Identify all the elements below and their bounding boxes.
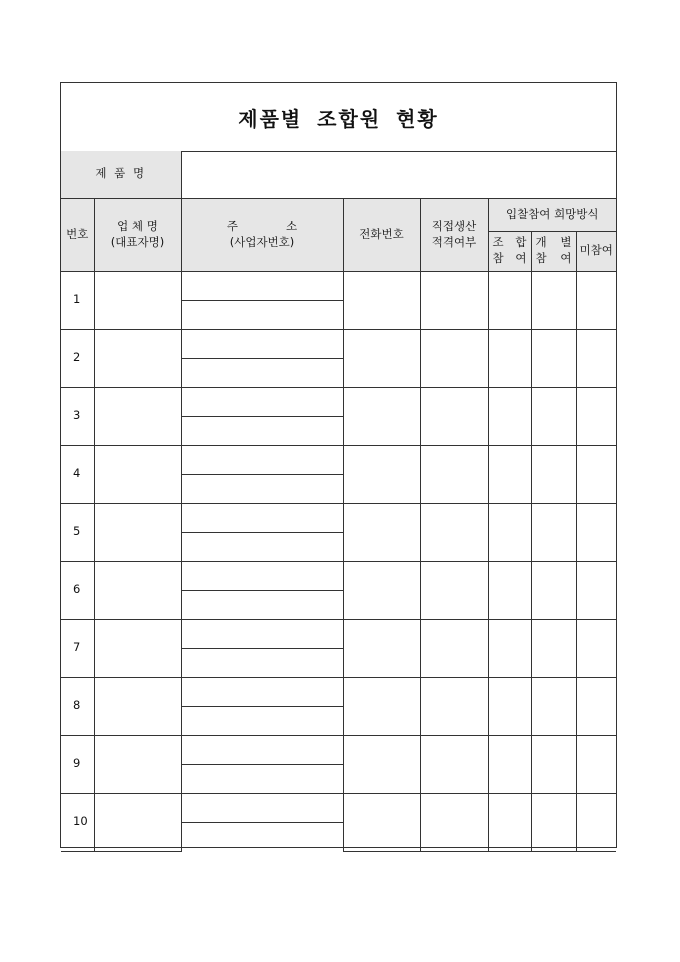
header-phone-label: 전화번호: [359, 226, 404, 241]
member-table: [61, 151, 616, 852]
bid-union-cell[interactable]: [488, 503, 531, 561]
bid-union-cell[interactable]: [488, 735, 531, 793]
row-number: [61, 387, 94, 445]
row-number: [61, 677, 94, 735]
bid-none-cell[interactable]: [576, 387, 616, 445]
table-row: [61, 329, 616, 358]
header-bid-none: [576, 231, 616, 271]
row-number-label: 10: [73, 814, 88, 829]
direct-cell[interactable]: [420, 793, 488, 851]
business-number-cell[interactable]: [181, 706, 343, 735]
phone-cell[interactable]: [343, 793, 420, 851]
bid-union-cell[interactable]: [488, 619, 531, 677]
row-number: [61, 793, 94, 851]
page-title: 제품별 조합원 현황: [238, 106, 439, 131]
direct-cell[interactable]: [420, 445, 488, 503]
bid-none-cell[interactable]: [576, 271, 616, 329]
company-cell[interactable]: [94, 503, 181, 561]
product-row: [61, 151, 616, 198]
business-number-cell[interactable]: [181, 300, 343, 329]
bid-union-c3: 참: [492, 251, 504, 265]
row-number-label: 5: [73, 524, 81, 539]
bid-individual-cell[interactable]: [531, 387, 576, 445]
header-company-line2: (대표자명): [110, 234, 165, 249]
row-number-label: 7: [73, 640, 81, 655]
direct-cell[interactable]: [420, 329, 488, 387]
phone-cell[interactable]: [343, 677, 420, 735]
bid-union-cell[interactable]: [488, 561, 531, 619]
company-cell[interactable]: [94, 271, 181, 329]
header-bid: [488, 198, 616, 231]
phone-cell[interactable]: [343, 271, 420, 329]
bid-none-cell[interactable]: [576, 329, 616, 387]
header-address-line1b: 소: [286, 218, 298, 233]
bid-individual-cell[interactable]: [531, 271, 576, 329]
table-row: [61, 387, 616, 416]
bid-individual-cell[interactable]: [531, 793, 576, 851]
product-value-cell[interactable]: [181, 151, 616, 198]
business-number-cell[interactable]: [181, 648, 343, 677]
bid-union-cell[interactable]: [488, 329, 531, 387]
company-cell[interactable]: [94, 619, 181, 677]
header-no: [61, 198, 94, 271]
header-address: [181, 198, 343, 271]
bid-individual-cell[interactable]: [531, 677, 576, 735]
bid-indiv-c4: 여: [560, 251, 572, 265]
company-cell[interactable]: [94, 329, 181, 387]
direct-cell[interactable]: [420, 735, 488, 793]
phone-cell[interactable]: [343, 503, 420, 561]
bid-union-cell[interactable]: [488, 271, 531, 329]
bid-individual-cell[interactable]: [531, 445, 576, 503]
bid-individual-cell[interactable]: [531, 735, 576, 793]
header-direct-line1: 직접생산: [431, 218, 477, 233]
row-number: [61, 561, 94, 619]
row-number: [61, 619, 94, 677]
header-phone: [343, 198, 420, 271]
address-cell[interactable]: [181, 793, 343, 822]
bid-union-c2: 합: [515, 235, 527, 250]
header-bid-label: 입찰참여 희망방식: [505, 206, 599, 221]
address-cell[interactable]: [181, 271, 343, 300]
bid-none-cell[interactable]: [576, 503, 616, 561]
header-bid-union: [488, 231, 531, 271]
bid-indiv-c3: 참: [535, 251, 547, 265]
header-bid-individual: [531, 231, 576, 271]
business-number-cell[interactable]: [181, 416, 343, 445]
product-label: 제 품 명: [95, 166, 147, 181]
row-number-label: 9: [73, 756, 81, 771]
row-number-label: 3: [73, 408, 81, 423]
phone-cell[interactable]: [343, 561, 420, 619]
table-row: [61, 503, 616, 532]
bid-none-cell[interactable]: [576, 735, 616, 793]
form-sheet: [60, 82, 617, 848]
address-cell[interactable]: [181, 387, 343, 416]
direct-cell[interactable]: [420, 387, 488, 445]
direct-cell[interactable]: [420, 561, 488, 619]
address-cell[interactable]: [181, 329, 343, 358]
bid-none-cell[interactable]: [576, 561, 616, 619]
table-row: [61, 677, 616, 706]
row-number: [61, 329, 94, 387]
company-cell[interactable]: [94, 677, 181, 735]
bid-union-cell[interactable]: [488, 445, 531, 503]
title-box: [61, 83, 616, 152]
address-cell[interactable]: [181, 445, 343, 474]
table-row: [61, 561, 616, 590]
table-row: [61, 271, 616, 300]
bid-union-cell[interactable]: [488, 793, 531, 851]
phone-cell[interactable]: [343, 445, 420, 503]
bid-none-label: 미참여: [579, 243, 613, 258]
bid-individual-cell[interactable]: [531, 329, 576, 387]
bid-individual-cell[interactable]: [531, 561, 576, 619]
company-cell[interactable]: [94, 793, 181, 851]
bid-indiv-c2: 별: [560, 235, 572, 250]
direct-cell[interactable]: [420, 503, 488, 561]
header-address-line2: (사업자번호): [229, 234, 295, 249]
address-cell[interactable]: [181, 561, 343, 590]
company-cell[interactable]: [94, 735, 181, 793]
address-cell[interactable]: [181, 619, 343, 648]
header-company: [94, 198, 181, 271]
row-number-label: 8: [73, 698, 81, 713]
address-cell[interactable]: [181, 677, 343, 706]
business-number-cell[interactable]: [181, 822, 343, 851]
header-direct-line2: 적격여부: [431, 234, 477, 249]
direct-cell[interactable]: [420, 619, 488, 677]
bid-individual-cell[interactable]: [531, 619, 576, 677]
business-number-cell[interactable]: [181, 590, 343, 619]
direct-cell[interactable]: [420, 271, 488, 329]
bid-union-c4: 여: [515, 251, 527, 265]
phone-cell[interactable]: [343, 619, 420, 677]
bid-individual-cell[interactable]: [531, 503, 576, 561]
phone-cell[interactable]: [343, 735, 420, 793]
header-company-line1: 업 체 명: [117, 218, 158, 233]
row-number-label: 4: [73, 466, 81, 481]
business-number-cell[interactable]: [181, 532, 343, 561]
business-number-cell[interactable]: [181, 358, 343, 387]
header-direct: [420, 198, 488, 271]
company-cell[interactable]: [94, 387, 181, 445]
bid-none-cell[interactable]: [576, 793, 616, 851]
table-row: [61, 619, 616, 648]
header-row-1: [61, 198, 616, 231]
header-no-label: 번호: [66, 226, 89, 241]
address-cell[interactable]: [181, 735, 343, 764]
bid-indiv-c1: 개: [535, 235, 547, 250]
company-cell[interactable]: [94, 445, 181, 503]
direct-cell[interactable]: [420, 677, 488, 735]
row-number-label: 2: [73, 350, 81, 365]
bid-union-cell[interactable]: [488, 387, 531, 445]
row-number: [61, 445, 94, 503]
table-row: [61, 793, 616, 822]
product-label-cell: [61, 151, 181, 198]
row-number: [61, 735, 94, 793]
header-address-line1a: 주: [226, 218, 238, 233]
phone-cell[interactable]: [343, 387, 420, 445]
row-number-label: 1: [73, 292, 81, 307]
row-number: [61, 503, 94, 561]
bid-none-cell[interactable]: [576, 677, 616, 735]
table-row: [61, 735, 616, 764]
row-number: [61, 271, 94, 329]
business-number-cell[interactable]: [181, 474, 343, 503]
table-row: [61, 445, 616, 474]
row-number-label: 6: [73, 582, 81, 597]
bid-union-cell[interactable]: [488, 677, 531, 735]
phone-cell[interactable]: [343, 329, 420, 387]
bid-union-c1: 조: [492, 235, 504, 250]
company-cell[interactable]: [94, 561, 181, 619]
bid-none-cell[interactable]: [576, 445, 616, 503]
business-number-cell[interactable]: [181, 764, 343, 793]
address-cell[interactable]: [181, 503, 343, 532]
bid-none-cell[interactable]: [576, 619, 616, 677]
